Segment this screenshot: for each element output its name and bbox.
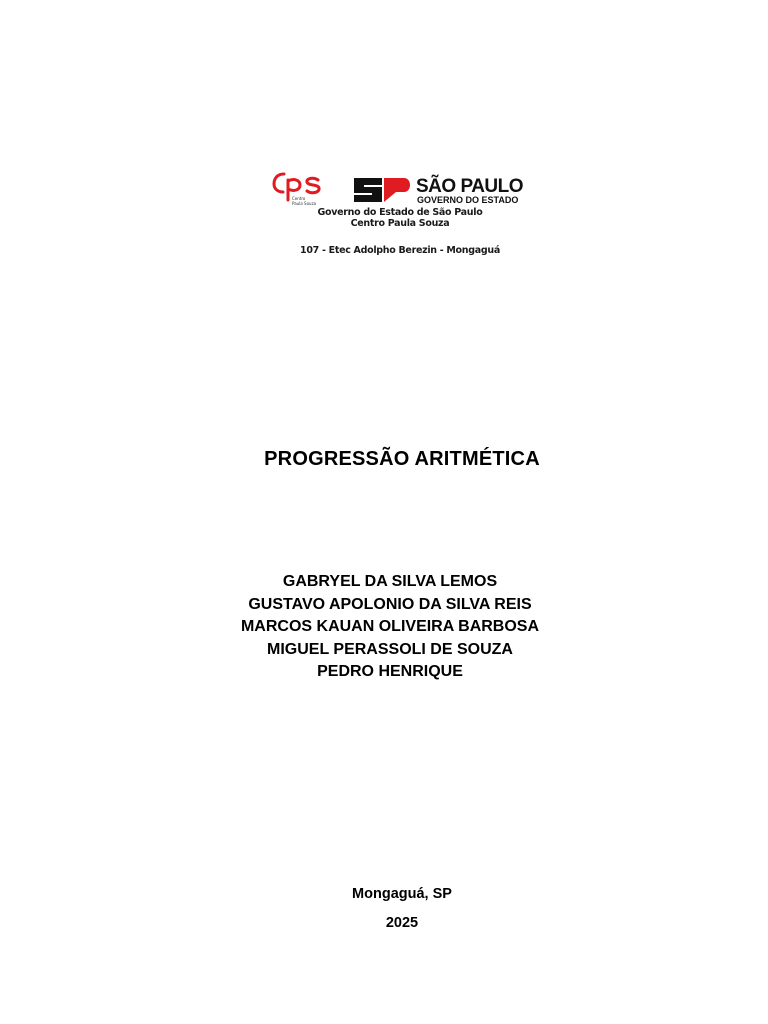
author-name: MARCOS KAUAN OLIVEIRA BARBOSA [240,618,540,636]
institution-caption [300,207,500,229]
author-name: PEDRO HENRIQUE [317,663,463,681]
author-name: GABRYEL DA SILVA LEMOS [282,573,498,590]
sao-paulo-government-logo [352,172,532,206]
cps-logo [272,170,328,206]
author-name: MIGUEL PERASSOLI DE SOUZA [267,640,513,658]
svg-text:SÃO PAULO: SÃO PAULO [416,176,524,197]
location: Mongaguá, SP [352,886,452,902]
document-title: PROGRESSÃO ARITMÉTICA [264,448,540,470]
svg-text:Paula Souza: Paula Souza [292,201,317,206]
year: 2025 [385,915,419,931]
institution-line-2: Centro Paula Souza [350,218,450,229]
svg-text:GOVERNO DO ESTADO: GOVERNO DO ESTADO [417,195,519,205]
svg-text:Centro: Centro [292,196,306,201]
school-name: 107 - Etec Adolpho Berezin - Mongaguá [300,245,500,256]
authors-list [160,571,620,684]
author-name: GUSTAVO APOLONIO DA SILVA REIS [248,595,532,613]
institution-line-1: Governo do Estado de São Paulo [317,207,483,218]
